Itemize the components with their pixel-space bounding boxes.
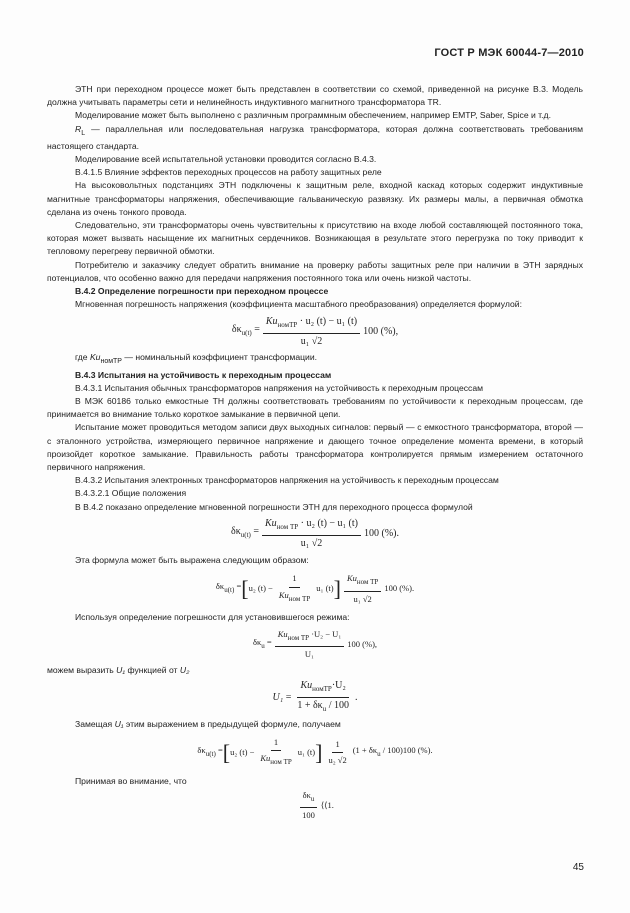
paragraph: В.4.3.1 Испытания обычных трансформаторов напряжения на устойчивость к переходным процессам: [75, 382, 484, 393]
paragraph: Эта формула может быть выражена следующим образом:: [75, 554, 309, 565]
section-heading: В.4.2 Определение погрешности при переходном процессе: [75, 286, 329, 297]
paragraph: можем выразить U₁ функцией от U₂: [47, 665, 190, 676]
formula-1: $\delta\kappa_{u(t)}$ = $\frac{Ku_{номТР} \cdot u_2 (t) - u_1 (t)}{\text{u₁ √2}}$ 100 (%),: [231, 315, 399, 347]
standard-header: ГОСТ Р МЭК 60044-7—2010: [434, 47, 584, 59]
paragraph: Моделирование всей испытательной установки проводится согласно В.4.3.: [75, 154, 377, 165]
paragraph: Принимая во внимание, что: [75, 775, 187, 786]
paragraph: Потребителю и заказчику следует обратить внимание на проверку работы защитных реле при наличии в ЭТН зарядных потенциалов, что особенно важно для передачи напряжения постоянного тока или очень низкой частоты.: [47, 259, 583, 283]
paragraph: В.4.3.2.1 Общие положения: [75, 488, 187, 499]
paragraph: Замещая U₁ этим выражением в предыдущей формуле, получаем: [75, 718, 341, 729]
formula-4: $\delta\kappa_u$ = $\frac{Ku_{ном ТР} \cdot U_2 - U_1}{\text{U₁}}$ 100 (%),: [252, 628, 378, 659]
paragraph: В В.4.2 показано определение мгновенной погрешности ЭТН для переходного процесса формулой: [75, 501, 473, 512]
paragraph: $R_L$ — параллельная или последовательная нагрузка трансформатора, которая должна соответствовать требованиям настоящего стандарта.: [47, 123, 583, 151]
paragraph: На высоковольтных подстанциях ЭТН подключены к защитным реле, входной каскад которых содержит индуктивные магнитные трансформаторы напряжения, обеспечивающие гальваническую развязку. Их размеры малы, а первичная обмотка сделана из очень тонкого провода.: [47, 180, 583, 217]
formula-6: $\delta\kappa_{u(t)}$ = [ u₂ (t) − $\frac{1}{Ku_{ном ТР}}$ u₁ (t) ] $\frac{1}{\text{u₂ √2}}$ $(1 + \delta\kappa_u / 100)100$ (%).: [197, 737, 433, 767]
paragraph: В.4.3.2 Испытания электронных трансформаторов напряжения на устойчивость к переходным процессам: [75, 475, 499, 486]
section-heading: В.4.3 Испытания на устойчивость к переходным процессам: [75, 369, 332, 380]
formula-3: $\delta\kappa_{u(t)}$ = [ u₂ (t) − $\frac{1}{Ku_{ном ТР}}$ u₁ (t) ] $\frac{Ku_{ном ТР}}{\text{u₁ √2}}$ 100 (%).: [215, 573, 415, 604]
formula-5: U₁ = $\frac{Ku_{номТР}\cdot U_2}{1 + \delta\kappa_u / 100}$ .: [272, 679, 358, 713]
paragraph: Мгновенная погрешность напряжения (коэффициента масштабного преобразования) определяется формулой:: [75, 299, 522, 310]
page-number: 45: [572, 862, 584, 873]
paragraph: В МЭК 60186 только емкостные ТН должны соответствовать требованиям по устойчивости к переходным процессам, где принимается во внимание только короткое замыкание в первичной цепи.: [47, 396, 583, 420]
paragraph: ЭТН при переходном процессе может быть представлен в соответствии со схемой, приведенной на рисунке В.3. Модель должна учитывать параметры сети и нелинейность индуктивного магнитного трансформатора TR.: [47, 84, 583, 108]
paragraph: где $Ku_{номТР}$ — номинальный коэффициент трансформации.: [75, 352, 318, 366]
subsection-heading: В.4.1.5 Влияние эффектов переходных процессов на работу защитных реле: [75, 167, 382, 178]
paragraph: Испытание может проводиться методом записи двух выходных сигналов: первый — с емкостного трансформатора, второй — с эталонного устройства, измеряющего первичное напряжение и дающего точное определение момента времени, в который произойдет короткое замыкание. Правильность работы трансформатора контролируется прямым измерением остаточного первичного напряжения.: [47, 422, 583, 473]
paragraph: Моделирование может быть выполнено с различным программным обеспечением, например EMTP, Saber, Spice и т.д.: [75, 110, 551, 121]
formula-7: $\frac{\delta\kappa_u}{100}$ ⟨⟨1.: [47, 788, 583, 824]
paragraph: Следовательно, эти трансформаторы очень чувствительны к присутствию на входе любой составляющей постоянного тока, которая может вызвать насыщение их магнитных сердечников. Возникающая в результате этого перегрузка по току приводит к тепловому перегреву первичной обмотки.: [47, 220, 583, 257]
document-body: [47, 83, 583, 824]
paragraph: Используя определение погрешности для установившегося режима:: [75, 612, 350, 623]
formula-2: $\delta\kappa_{u(t)}$ = $\frac{Ku_{ном ТР} \cdot u_2 (t) - u_1 (t)}{\text{u₁ √2}}$ 100 (%).: [231, 518, 399, 550]
